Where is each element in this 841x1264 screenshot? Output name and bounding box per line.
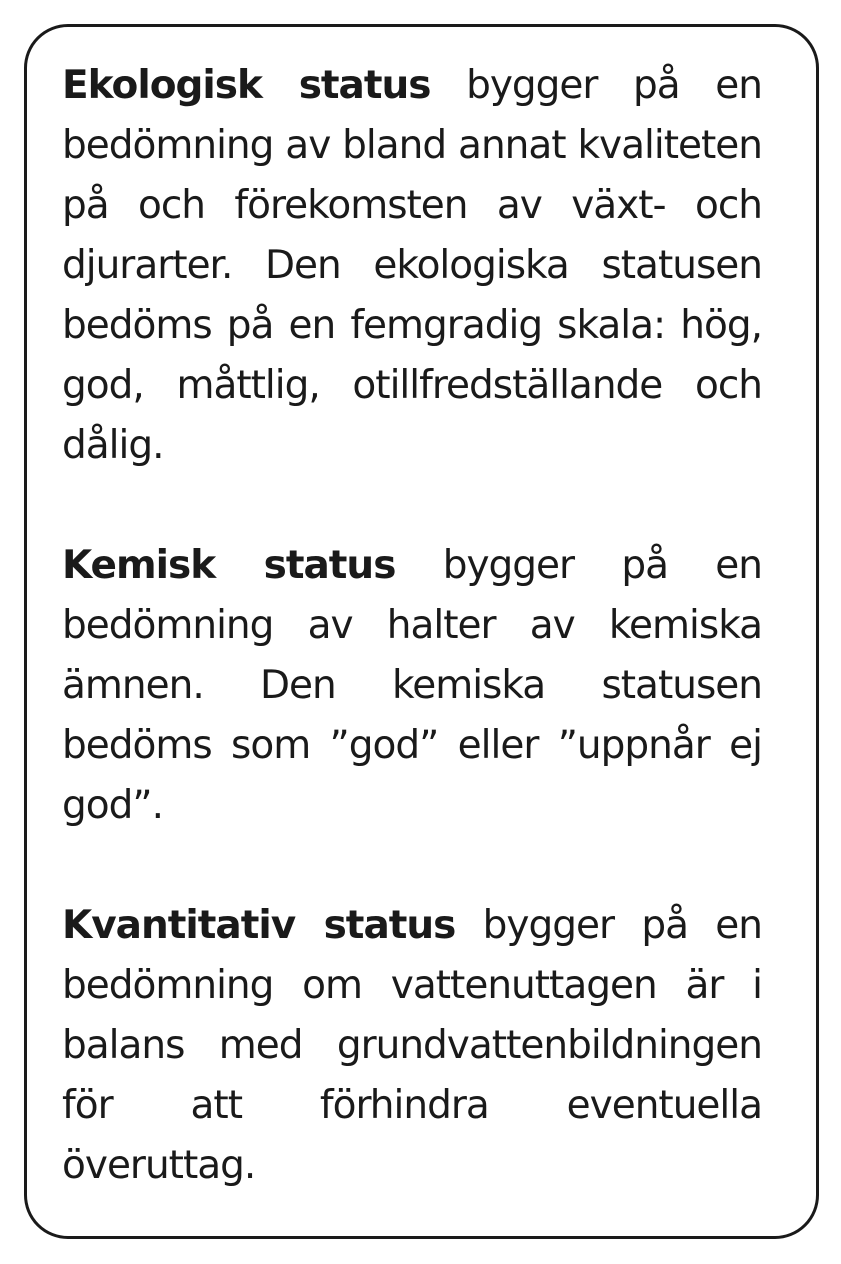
chemical-status-paragraph [62,536,762,836]
ecological-status-term: Ekologisk status [62,63,431,108]
quantitative-status-term: Kvantitativ status [62,903,456,948]
chemical-status-text: bygger på en bedömning av halter av kemiska ämnen. Den kemiska statusen bedöms som ”god” eller ”uppnår ej god”. [62,543,762,828]
quantitative-status-paragraph [62,896,762,1196]
ecological-status-text: bygger på en bedömning av bland annat kvaliteten på och förekomsten av växt- och djurarter. Den ekologiska statusen bedöms på en femgradig skala: hög, god, måttlig, otillfredställande och dålig. [62,63,762,468]
ecological-status-paragraph [62,56,762,476]
info-box-content [62,56,762,1196]
chemical-status-term: Kemisk status [62,543,396,588]
quantitative-status-text: bygger på en bedömning om vattenuttagen är i balans med grundvattenbildningen för att förhindra eventuella överuttag. [62,903,762,1188]
